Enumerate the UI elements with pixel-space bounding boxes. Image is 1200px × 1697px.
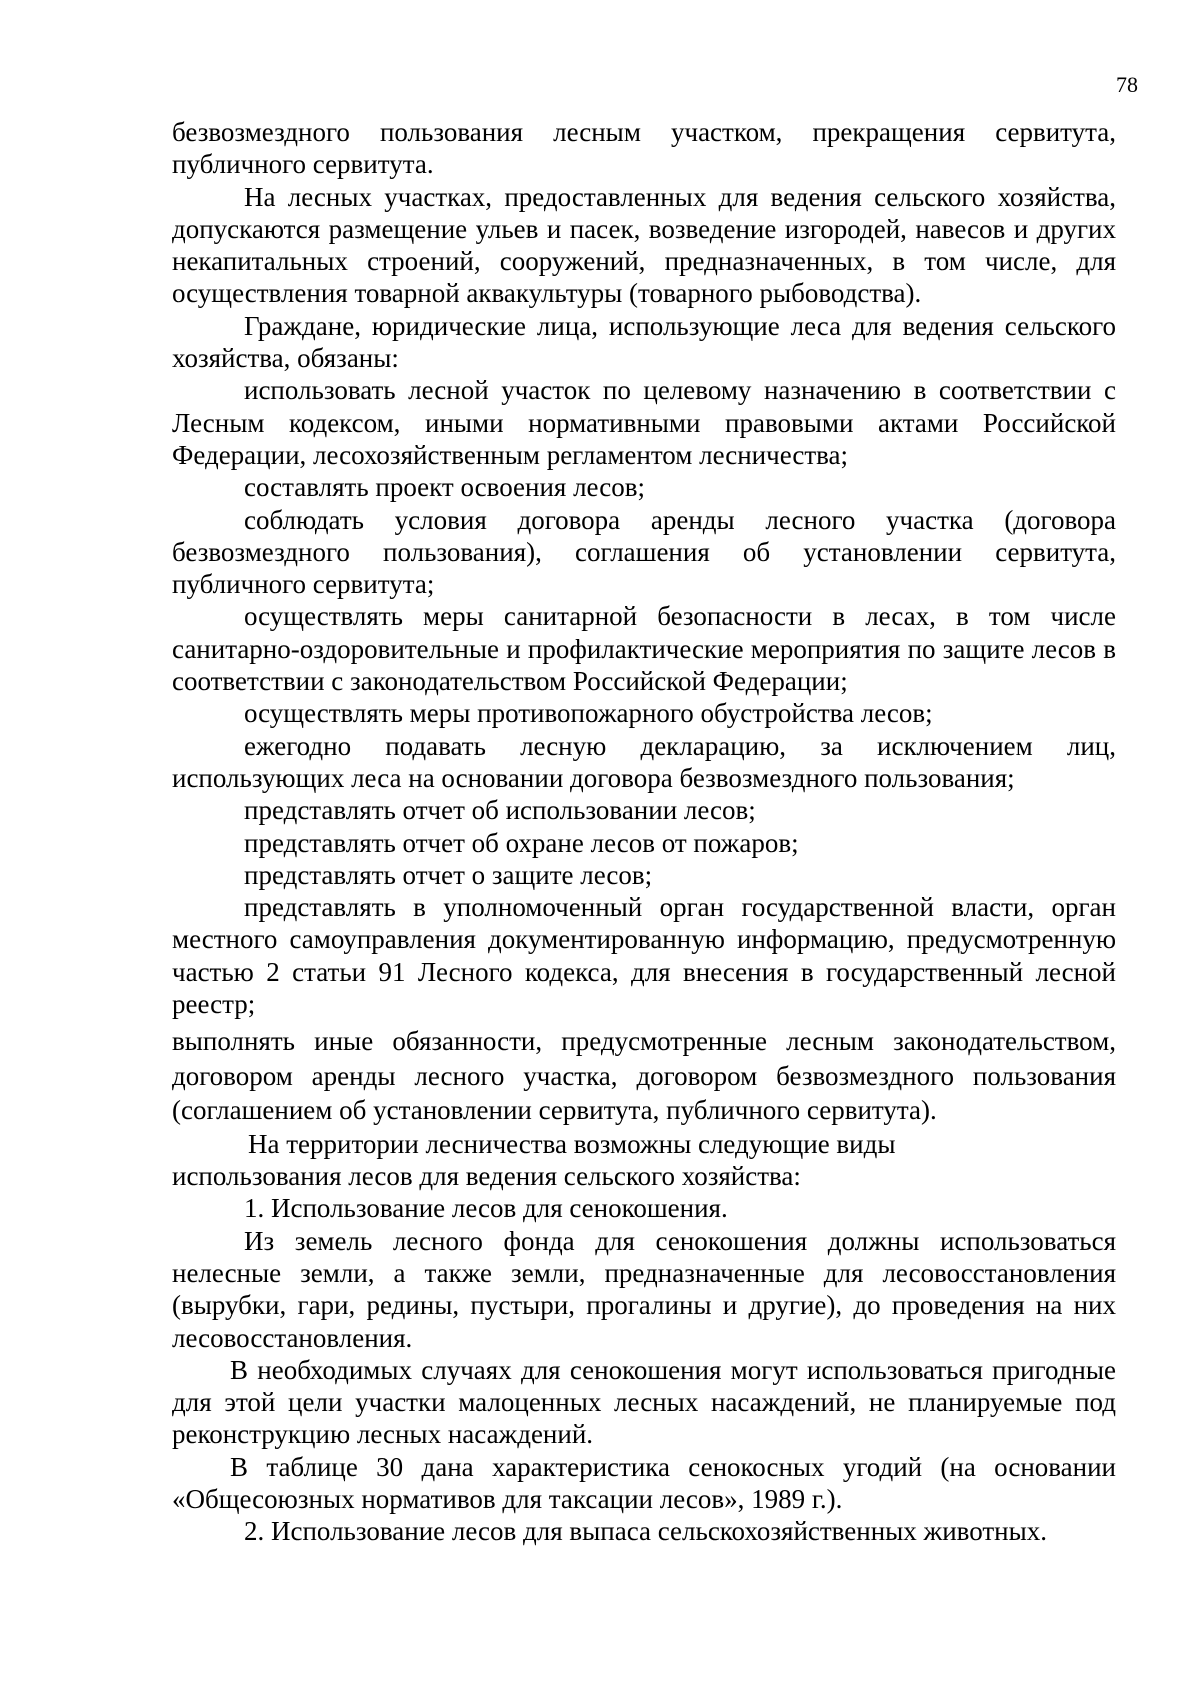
obligation-item: осуществлять меры противопожарного обустройства лесов;	[244, 698, 933, 729]
obligation-item: составлять проект освоения лесов;	[244, 472, 645, 503]
paragraph-table-reference: В таблице 30 дана характеристика сенокосных угодий (на основании «Общесоюзных нормативов для таксации лесов», 1989 г.).	[172, 1451, 1116, 1515]
page-number: 78	[1116, 72, 1138, 97]
obligation-item: осуществлять меры санитарной безопасности в лесах, в том числе санитарно-оздоровительные и профилактические мероприятия по защите лесов в соответствии с законодательством Российской Федерации;	[172, 601, 1116, 697]
obligation-item: ежегодно подавать лесную декларацию, за исключением лиц, использующих леса на основании договора безвозмездного пользования;	[172, 730, 1116, 793]
obligation-item: представлять отчет об охране лесов от пожаров;	[244, 827, 799, 858]
obligation-item: выполнять иные обязанности, предусмотренные лесным законодательством, договором аренды лесного участка, договором безвозмездного пользования (соглашением об установлении сервитута, публичного сервитута).	[172, 1026, 1116, 1126]
document-body	[172, 116, 1116, 1548]
paragraph-haymaking-lands: Из земель лесного фонда для сенокошения должны использоваться нелесные земли, а также земли, предназначенные для лесовосстановления (вырубки, гари, редины, пустыри, прогалины и другие), до проведения на них лесовосстановления.	[172, 1225, 1116, 1353]
obligation-item: соблюдать условия договора аренды лесного участка (договора безвозмездного пользования), соглашения об установлении сервитута, публичного сервитута;	[172, 504, 1116, 600]
section-heading-haymaking: 1. Использование лесов для сенокошения.	[244, 1193, 728, 1224]
paragraph-apiaries: На лесных участках, предоставленных для ведения сельского хозяйства, допускаются размещение ульев и пасек, возведение изгородей, навесов и других некапитальных строений, сооружений, предназначенных, в том числе, для осуществления товарной аквакультуры (товарного рыбоводства).	[172, 181, 1116, 309]
paragraph-usage-types-intro: На территории лесничества возможны следующие виды	[248, 1128, 896, 1159]
paragraph-continuation: безвозмездного пользования лесным участком, прекращения сервитута, публичного сервитута.	[172, 117, 1116, 180]
section-heading-grazing: 2. Использование лесов для выпаса сельскохозяйственных животных.	[244, 1516, 1047, 1547]
obligation-item: представлять отчет о защите лесов;	[244, 859, 653, 890]
obligation-item: представлять отчет об использовании лесов;	[244, 795, 756, 826]
paragraph-haymaking-cases: В необходимых случаях для сенокошения могут использоваться пригодные для этой цели участки малоценных лесных насаждений, не планируемые под реконструкцию лесных насаждений.	[172, 1354, 1116, 1450]
obligation-item: использовать лесной участок по целевому назначению в соответствии с Лесным кодексом, иными нормативными правовыми актами Российской Федерации, лесохозяйственным регламентом лесничества;	[172, 375, 1116, 470]
obligation-item: представлять в уполномоченный орган государственной власти, орган местного самоуправления документированную информацию, предусмотренную частью 2 статьи 91 Лесного кодекса, для внесения в государственный лесной реестр;	[172, 892, 1116, 1020]
paragraph-obligations-intro: Граждане, юридические лица, использующие леса для ведения сельского хозяйства, обязаны:	[172, 310, 1116, 374]
paragraph-usage-types-intro-cont: использования лесов для ведения сельского хозяйства:	[172, 1161, 801, 1192]
